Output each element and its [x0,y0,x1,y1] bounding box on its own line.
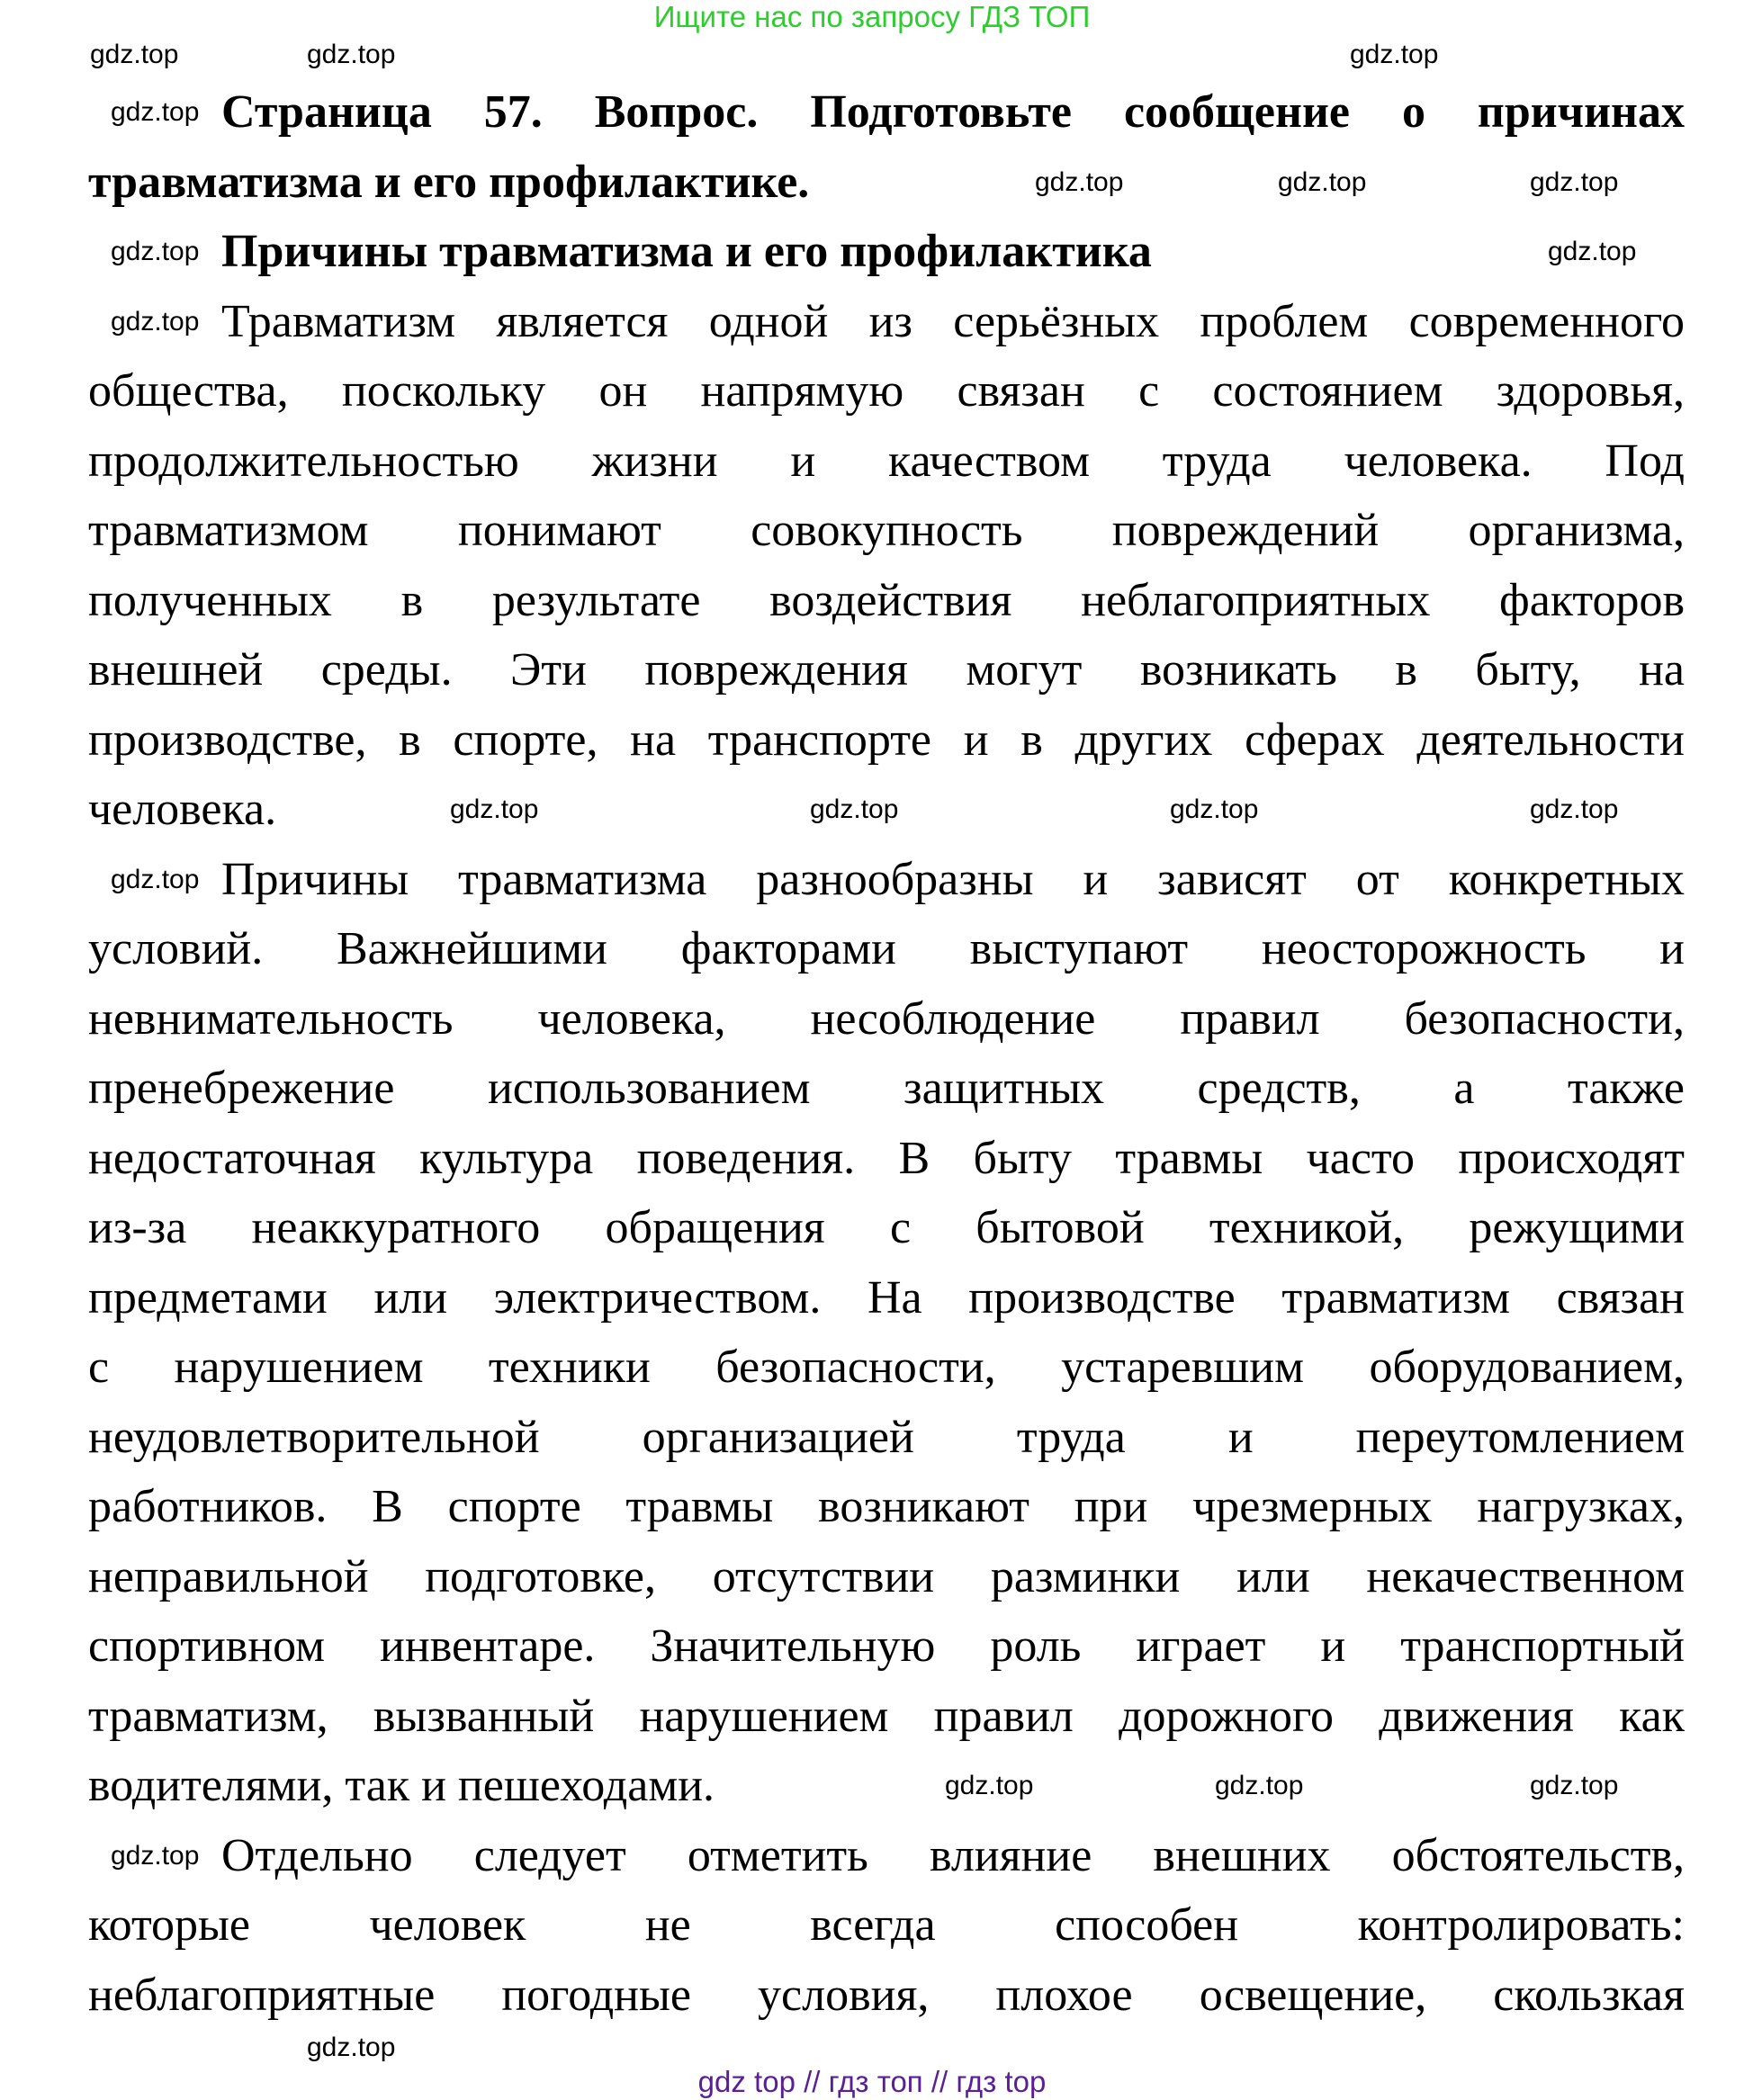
watermark: gdz.top [90,40,179,69]
paragraph-line: травматизмом понимают совокупность повреждений организма, [88,505,1685,556]
paragraph-line: с нарушением техники безопасности, устаревшим оборудованием, [88,1342,1685,1393]
watermark: gdz.top [307,40,396,69]
watermark: gdz.top [450,794,539,824]
footer-banner: gdz top // гдз топ // гдз top [697,2065,1047,2098]
paragraph-line: водителями, так и пешеходами. [88,1760,715,1811]
watermark: gdz.top [1530,1771,1619,1800]
watermark: gdz.top [810,794,899,824]
watermark: gdz.top [111,1841,200,1871]
paragraph-line: полученных в результате воздействия неблагоприятных факторов [88,574,1685,626]
watermark: gdz.top [1548,237,1637,266]
paragraph-line: пренебрежение использованием защитных средств, а также [88,1063,1685,1114]
paragraph-line: неудовлетворительной организацией труда и переутомлением [88,1411,1685,1463]
watermark: gdz.top [1278,167,1367,197]
watermark: gdz.top [111,865,200,894]
section-heading: Причины травматизма и его профилактика [221,226,1152,277]
paragraph-line: производстве, в спорте, на транспорте и в других сферах деятельности [88,713,1685,766]
paragraph-line: неправильной подготовке, отсутствии разминки или некачественном [88,1550,1685,1602]
paragraph-line: Отдельно следует отметить влияние внешних обстоятельств, [221,1829,1685,1881]
paragraph-line: предметами или электричеством. На производстве травматизм связан [88,1271,1685,1324]
watermark: gdz.top [1215,1771,1304,1800]
paragraph-line: Причины травматизма разнообразны и зависят от конкретных [221,853,1685,905]
paragraph-line: спортивном инвентаре. Значительную роль играет и транспортный [88,1620,1685,1672]
watermark: gdz.top [945,1771,1034,1800]
watermark: gdz.top [111,237,200,266]
watermark: gdz.top [111,307,200,337]
watermark: gdz.top [1530,167,1619,197]
question-title: травматизма и его профилактике. [88,156,810,208]
paragraph-line: из-за неаккуратного обращения с бытовой техникой, режущими [88,1202,1685,1253]
paragraph-line: работников. В спорте травмы возникают при чрезмерных нагрузках, [88,1481,1685,1532]
watermark: gdz.top [1530,794,1619,824]
paragraph-line: внешней среды. Эти повреждения могут возникать в быту, на [88,644,1685,696]
paragraph-line: неблагоприятные погодные условия, плохое освещение, скользкая [88,1969,1685,2021]
paragraph-line: невнимательность человека, несоблюдение правил безопасности, [88,992,1685,1045]
paragraph-line: человека. [88,784,277,835]
watermark: gdz.top [1035,167,1124,197]
paragraph-line: недостаточная культура поведения. В быту травмы часто происходят [88,1132,1685,1184]
search-banner: Ищите нас по запросу ГДЗ ТОП [653,0,1091,33]
watermark: gdz.top [1170,794,1259,824]
paragraph-line: общества, поскольку он напрямую связан с состоянием здоровья, [88,365,1685,417]
paragraph-line: продолжительностью жизни и качеством труда человека. Под [88,435,1685,487]
question-title: Страница 57. Вопрос. Подготовьте сообщение о причинах [221,86,1685,138]
paragraph-line: условий. Важнейшими факторами выступают неосторожность и [88,923,1685,974]
paragraph-line: которые человек не всегда способен контролировать: [88,1899,1685,1951]
document-body [88,77,1685,2030]
watermark: gdz.top [111,97,200,127]
watermark: gdz.top [1350,40,1439,69]
paragraph-line: травматизм, вызванный нарушением правил дорожного движения как [88,1690,1685,1742]
paragraph-line: Травматизм является одной из серьёзных проблем современного [221,295,1685,347]
watermark: gdz.top [307,2033,396,2062]
